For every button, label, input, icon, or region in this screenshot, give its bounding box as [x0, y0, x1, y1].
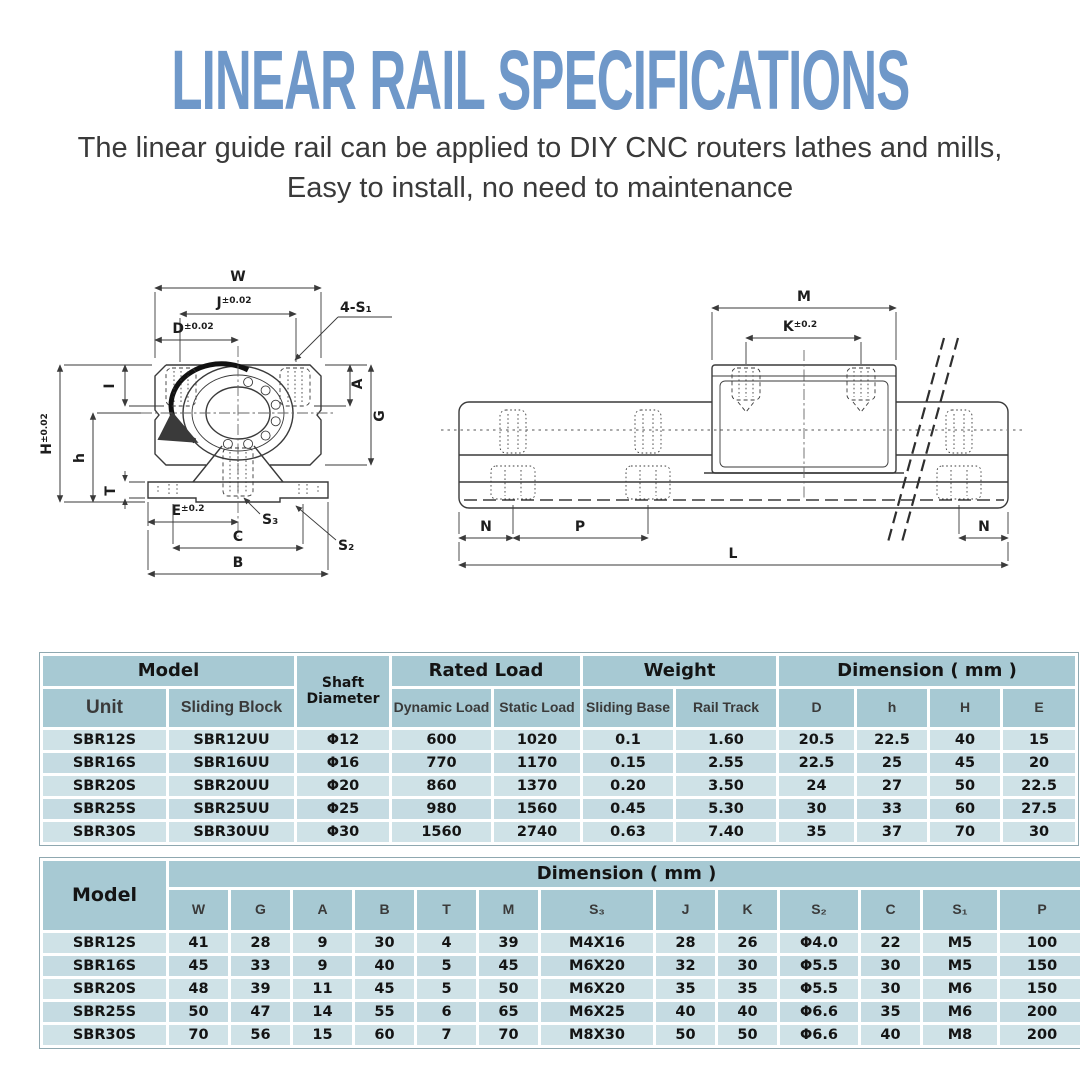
table-cell: SBR20UU [169, 776, 294, 796]
dim-H-tolerance: ±0.02 [40, 413, 50, 444]
table-cell: SBR20S [43, 776, 166, 796]
table-cell: M8X30 [541, 1025, 653, 1045]
table-cell: 33 [857, 799, 927, 819]
table-cell: 9 [293, 956, 352, 976]
table-cell: 0.63 [583, 822, 673, 842]
table-cell: 100 [1000, 933, 1080, 953]
table-cell: SBR25UU [169, 799, 294, 819]
table-cell: 32 [656, 956, 715, 976]
table-cell: 45 [479, 956, 538, 976]
t2-header-s3: S₃ [541, 890, 653, 930]
subtitle-line-1: The linear guide rail can be applied to DIY CNC routers lathes and mills, [77, 132, 1003, 164]
page-title-text: LINEAR RAIL SPECIFICATIONS [170, 33, 910, 129]
table-cell: 15 [293, 1025, 352, 1045]
table-cell: 22 [861, 933, 920, 953]
table-cell: 35 [718, 979, 777, 999]
table-row [43, 979, 1080, 999]
table-cell: SBR30UU [169, 822, 294, 842]
dim-e-tolerance: ±0.2 [181, 504, 205, 514]
header [0, 33, 1080, 208]
table-cell: 65 [479, 1002, 538, 1022]
table-cell: 1560 [494, 799, 580, 819]
table-cell: M6 [923, 979, 997, 999]
table-cell: SBR12UU [169, 730, 294, 750]
table-cell: 2.55 [676, 753, 776, 773]
table-row [43, 730, 1075, 750]
t2-header-t: T [417, 890, 476, 930]
table-cell: 39 [231, 979, 290, 999]
table-cell: Φ4.0 [780, 933, 858, 953]
dim-s3-label: S₃ [262, 512, 279, 528]
table-cell: 45 [930, 753, 1000, 773]
table-cell: 3.50 [676, 776, 776, 796]
table-cell: 70 [930, 822, 1000, 842]
table-cell: Φ6.6 [780, 1025, 858, 1045]
table-cell: 40 [656, 1002, 715, 1022]
dim-d-label [172, 321, 213, 337]
table-cell: 45 [355, 979, 414, 999]
dim-c-label: C [232, 529, 244, 545]
dim-n-right-label: N [978, 519, 990, 535]
table-row [43, 753, 1075, 773]
t1-header-shaft-diameter: Shaft Diameter [297, 656, 389, 727]
table-cell: 1.60 [676, 730, 776, 750]
table-cell: 40 [861, 1025, 920, 1045]
dim-H-label [39, 413, 55, 454]
sliding-block-diagram [38, 250, 442, 624]
dim-t-label: T [103, 486, 119, 496]
table-cell: SBR25S [43, 1002, 166, 1022]
table-cell: 27.5 [1003, 799, 1075, 819]
table-cell: M6X25 [541, 1002, 653, 1022]
table-cell: SBR16S [43, 956, 166, 976]
t2-header-w: W [169, 890, 228, 930]
t1-header-e: E [1003, 689, 1075, 727]
table-cell: 22.5 [857, 730, 927, 750]
dim-k-letter: K [782, 319, 794, 335]
table-row [43, 822, 1075, 842]
table-cell: M8 [923, 1025, 997, 1045]
t2-header-s1: S₁ [923, 890, 997, 930]
table-cell: 50 [930, 776, 1000, 796]
table-cell: SBR30S [43, 1025, 166, 1045]
table-cell: Φ12 [297, 730, 389, 750]
table-cell: 47 [231, 1002, 290, 1022]
table-cell: 70 [479, 1025, 538, 1045]
table-cell: 0.20 [583, 776, 673, 796]
table-cell: 150 [1000, 956, 1080, 976]
table-cell: 30 [779, 799, 854, 819]
table-cell: 60 [930, 799, 1000, 819]
dim-H-letter: H [39, 443, 55, 455]
table-cell: 27 [857, 776, 927, 796]
rail-side-diagram [436, 260, 1050, 582]
table-cell: SBR16S [43, 753, 166, 773]
t2-header-b: B [355, 890, 414, 930]
dim-j-letter: J [216, 295, 222, 311]
table-cell: 35 [861, 1002, 920, 1022]
t2-header-g: G [231, 890, 290, 930]
table-cell: Φ20 [297, 776, 389, 796]
table-cell: 4 [417, 933, 476, 953]
table-cell: M5 [923, 933, 997, 953]
dim-h-label: h [72, 453, 88, 463]
dim-p-label: P [574, 519, 586, 535]
table-cell: M4X16 [541, 933, 653, 953]
table-cell: 24 [779, 776, 854, 796]
dim-j-label [216, 295, 252, 311]
table-cell: 20 [1003, 753, 1075, 773]
table-cell: 30 [718, 956, 777, 976]
table-row [43, 956, 1080, 976]
table-row [43, 1025, 1080, 1045]
t2-header-p: P [1000, 890, 1080, 930]
table-cell: 33 [231, 956, 290, 976]
t1-header-rail-track: Rail Track [676, 689, 776, 727]
table-row [43, 776, 1075, 796]
table-cell: 5 [417, 979, 476, 999]
table-row [43, 1002, 1080, 1022]
t2-header-j: J [656, 890, 715, 930]
table-cell: Φ30 [297, 822, 389, 842]
table-cell: 0.15 [583, 753, 673, 773]
table-cell: 980 [392, 799, 491, 819]
table-cell: 600 [392, 730, 491, 750]
t1-header-unit: Unit [43, 689, 166, 727]
dim-n-left-label: N [480, 519, 492, 535]
t2-header-k: K [718, 890, 777, 930]
table-cell: 26 [718, 933, 777, 953]
dim-k-label [783, 319, 817, 335]
table-cell: 14 [293, 1002, 352, 1022]
page-title [0, 33, 1080, 129]
table-cell: 9 [293, 933, 352, 953]
table-cell: Φ25 [297, 799, 389, 819]
table-cell: 30 [861, 979, 920, 999]
table-cell: M6X20 [541, 956, 653, 976]
table-cell: 22.5 [1003, 776, 1075, 796]
dim-l-label: L [728, 546, 738, 562]
table-cell: 41 [169, 933, 228, 953]
table-cell: 50 [479, 979, 538, 999]
t2-header-a: A [293, 890, 352, 930]
table-cell: 150 [1000, 979, 1080, 999]
table-cell: 1370 [494, 776, 580, 796]
table-cell: 22.5 [779, 753, 854, 773]
bearing-balls-icon [223, 378, 280, 449]
table-cell: 20.5 [779, 730, 854, 750]
table-cell: 30 [1003, 822, 1075, 842]
table-cell: 7.40 [676, 822, 776, 842]
table-cell: 40 [355, 956, 414, 976]
dim-k-tolerance: ±0.2 [793, 320, 818, 330]
table-cell: 200 [1000, 1025, 1080, 1045]
table-cell: 860 [392, 776, 491, 796]
table-cell: Φ16 [297, 753, 389, 773]
dim-i-label: I [102, 383, 118, 389]
t1-header-dynamic-load: Dynamic Load [392, 689, 491, 727]
table-cell: M6 [923, 1002, 997, 1022]
t1-header-h-cap: H [930, 689, 1000, 727]
table-cell: 5.30 [676, 799, 776, 819]
table-cell: 40 [718, 1002, 777, 1022]
table-cell: 70 [169, 1025, 228, 1045]
dim-d-letter: D [172, 321, 184, 337]
dim-e-label [171, 503, 204, 519]
table-cell: 35 [656, 979, 715, 999]
t1-header-sliding-base: Sliding Base [583, 689, 673, 727]
t1-header-sliding-block: Sliding Block [169, 689, 294, 727]
table-cell: SBR16UU [169, 753, 294, 773]
table-row [43, 933, 1080, 953]
dim-e-letter: E [171, 503, 182, 519]
table-cell: SBR12S [43, 933, 166, 953]
table-cell: 25 [857, 753, 927, 773]
table-cell: 45 [169, 956, 228, 976]
t2-header-s2: S₂ [780, 890, 858, 930]
table-cell: 30 [355, 933, 414, 953]
table-cell: 15 [1003, 730, 1075, 750]
dim-w-label: W [230, 269, 246, 285]
t2-header-c: C [861, 890, 920, 930]
t1-header-dimension: Dimension ( mm ) [779, 656, 1075, 686]
dim-a-label: A [350, 378, 366, 390]
table-cell: M5 [923, 956, 997, 976]
table-cell: 60 [355, 1025, 414, 1045]
dim-d-tolerance: ±0.02 [183, 322, 214, 332]
table-cell: 1560 [392, 822, 491, 842]
table-cell: 28 [231, 933, 290, 953]
dim-m-label: M [797, 289, 811, 305]
dim-s2-label: S₂ [338, 538, 355, 554]
t1-header-h-small: h [857, 689, 927, 727]
t2-header-m: M [479, 890, 538, 930]
table-cell: 50 [169, 1002, 228, 1022]
t1-header-weight: Weight [583, 656, 776, 686]
dim-j-tolerance: ±0.02 [221, 296, 252, 306]
table-cell: M6X20 [541, 979, 653, 999]
table-cell: SBR12S [43, 730, 166, 750]
t1-header-d: D [779, 689, 854, 727]
t2-header-model: Model [43, 861, 166, 930]
dim-b-label: B [232, 555, 244, 571]
table-cell: 30 [861, 956, 920, 976]
table-cell: 0.1 [583, 730, 673, 750]
t1-header-static-load: Static Load [494, 689, 580, 727]
table-cell: SBR25S [43, 799, 166, 819]
spec-table-dimensions [39, 857, 1080, 1049]
table-cell: Φ6.6 [780, 1002, 858, 1022]
t2-header-dimension: Dimension ( mm ) [169, 861, 1080, 887]
table-cell: 200 [1000, 1002, 1080, 1022]
dim-g-label: G [372, 410, 388, 422]
table-cell: 48 [169, 979, 228, 999]
table-cell: 11 [293, 979, 352, 999]
table-cell: 6 [417, 1002, 476, 1022]
table-cell: 55 [355, 1002, 414, 1022]
table-cell: 0.45 [583, 799, 673, 819]
table-cell: 7 [417, 1025, 476, 1045]
table-cell: 56 [231, 1025, 290, 1045]
table-cell: 50 [656, 1025, 715, 1045]
table-cell: 1020 [494, 730, 580, 750]
table-cell: 35 [779, 822, 854, 842]
table-cell: 1170 [494, 753, 580, 773]
table-cell: Φ5.5 [780, 956, 858, 976]
table-cell: 2740 [494, 822, 580, 842]
table-cell: SBR30S [43, 822, 166, 842]
table-cell: 39 [479, 933, 538, 953]
table-cell: 40 [930, 730, 1000, 750]
table-cell: 28 [656, 933, 715, 953]
table-cell: 5 [417, 956, 476, 976]
table-row [43, 799, 1075, 819]
spec-table-models [39, 652, 1079, 846]
t1-header-model: Model [43, 656, 294, 686]
subtitle-line-2: Easy to install, no need to maintenance [286, 172, 794, 204]
dim-s1-label: 4-S₁ [340, 300, 372, 316]
table-cell: SBR20S [43, 979, 166, 999]
t1-header-rated-load: Rated Load [392, 656, 580, 686]
table-cell: 50 [718, 1025, 777, 1045]
table-cell: 37 [857, 822, 927, 842]
table-cell: Φ5.5 [780, 979, 858, 999]
table-cell: 770 [392, 753, 491, 773]
